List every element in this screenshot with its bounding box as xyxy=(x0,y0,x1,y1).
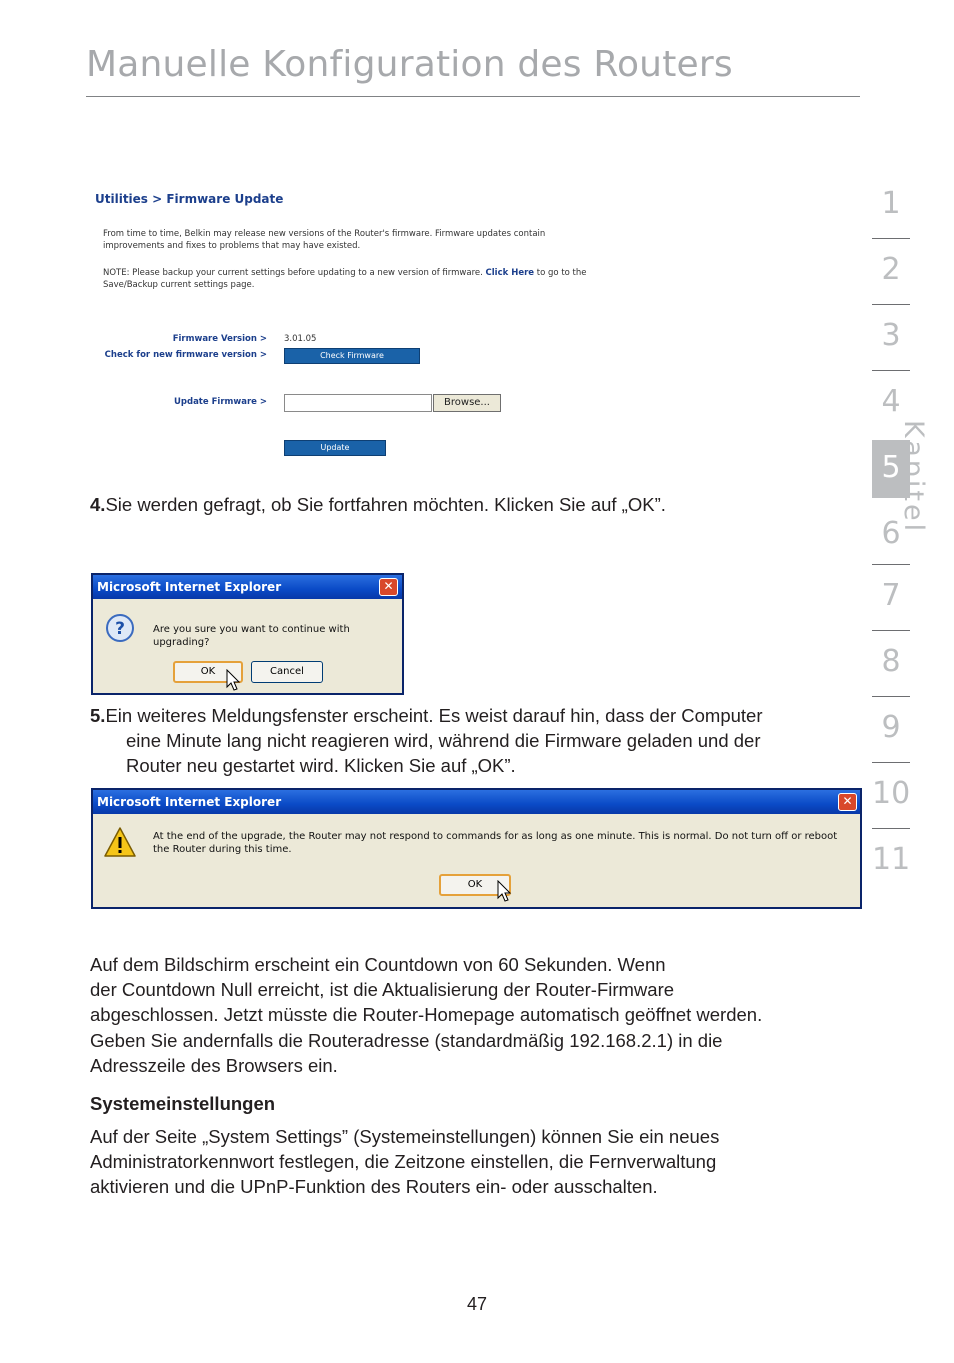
warning-icon xyxy=(103,826,137,858)
chapter-tab-8[interactable]: 8 xyxy=(872,630,910,696)
step-5-number: 5. xyxy=(90,705,106,726)
chapter-tab-7[interactable]: 7 xyxy=(872,564,910,630)
chapter-tab-6[interactable]: 6 xyxy=(881,516,901,551)
mouse-pointer-icon xyxy=(497,880,513,904)
page-number: 47 xyxy=(466,1294,488,1314)
step-4-number: 4. xyxy=(90,494,106,515)
confirm-dialog xyxy=(91,573,404,695)
firmware-note xyxy=(103,267,613,291)
step-5-line-1: Ein weiteres Meldungsfenster erscheint. Es weist darauf hin, dass der Computer xyxy=(105,705,763,726)
browse-button[interactable]: Browse... xyxy=(433,394,501,412)
dialog-message: Are you sure you want to continue with upgrading? xyxy=(153,624,350,648)
close-icon[interactable]: ✕ xyxy=(838,793,857,811)
chapter-label: Kapitel xyxy=(898,420,929,535)
dialog-title: Microsoft Internet Explorer xyxy=(93,575,402,599)
ok-button[interactable]: OK xyxy=(173,661,243,683)
step-4-text: Sie werden gefragt, ob Sie fortfahren möchten. Klicken Sie auf „OK”. xyxy=(105,494,666,515)
update-firmware-label: Update Firmware > xyxy=(174,397,267,407)
step-5-line-3: Router neu gestartet wird. Klicken Sie auf „OK”. xyxy=(126,755,516,776)
dialog-message: At the end of the upgrade, the Router may not respond to commands for as long as one minute. This is normal. Do not turn off or reboot the Router during this time. xyxy=(153,831,838,855)
chapter-tab-1[interactable]: 1 xyxy=(881,186,901,221)
chapter-tab-4[interactable]: 4 xyxy=(872,370,910,436)
warning-dialog xyxy=(91,788,862,909)
step-5-line-2: eine Minute lang nicht reagieren wird, während die Firmware geladen und der xyxy=(126,730,761,751)
check-firmware-label: Check for new firmware version > xyxy=(104,350,267,360)
chapter-tab-3[interactable]: 3 xyxy=(872,304,910,370)
note-text: NOTE: Please backup your current settings before updating to a new version of firmware. xyxy=(103,268,483,278)
click-here-link[interactable]: Click Here xyxy=(485,268,535,278)
firmware-version-value: 3.01.05 xyxy=(284,334,317,344)
paragraph-line: abgeschlossen. Jetzt müsste die Router-Homepage automatisch geöffnet werden. xyxy=(90,1004,763,1026)
ok-button[interactable]: OK xyxy=(439,874,511,896)
chapter-tab-11[interactable]: 11 xyxy=(872,828,910,894)
paragraph-line: aktivieren und die UPnP-Funktion des Routers ein- oder ausschalten. xyxy=(90,1176,658,1198)
chapter-tab-10[interactable]: 10 xyxy=(872,762,910,828)
paragraph-line: Auf der Seite „System Settings” (Systemeinstellungen) können Sie ein neues xyxy=(90,1126,720,1147)
question-icon xyxy=(105,613,137,645)
firmware-intro-text: From time to time, Belkin may release new versions of the Router's firmware. Firmware updates contain improvements and fixes to problems that may have existed. xyxy=(103,229,546,251)
firmware-version-label: Firmware Version > xyxy=(172,334,267,344)
update-button[interactable]: Update xyxy=(284,440,386,456)
chapter-tab-9[interactable]: 9 xyxy=(872,696,910,762)
paragraph-line: Geben Sie andernfalls die Routeradresse (standardmäßig 192.168.2.1) in die xyxy=(90,1029,723,1051)
check-firmware-button[interactable]: Check Firmware xyxy=(284,348,420,364)
step-4 xyxy=(90,492,666,517)
section-heading: Systemeinstellungen xyxy=(90,1093,276,1114)
mouse-pointer-icon xyxy=(226,669,242,693)
firmware-update-screenshot xyxy=(92,186,632,466)
breadcrumb: Utilities > Firmware Update xyxy=(95,192,284,206)
paragraph-line: der Countdown Null erreicht, ist die Aktualisierung der Router-Firmware xyxy=(90,979,675,1001)
cancel-button[interactable]: Cancel xyxy=(251,661,323,683)
countdown-paragraph xyxy=(90,952,860,1078)
svg-text:?: ? xyxy=(115,619,125,639)
title-divider xyxy=(86,96,860,97)
firmware-file-input[interactable] xyxy=(284,394,432,412)
paragraph-line: Administratorkennwort festlegen, die Zeitzone einstellen, die Fernverwaltung xyxy=(90,1151,717,1173)
dialog-title: Microsoft Internet Explorer xyxy=(93,790,860,814)
note-text-end: to go to the Save/Backup current settings page. xyxy=(103,268,587,290)
page-title: Manuelle Konfiguration des Routers xyxy=(86,44,733,85)
chapter-tab-2[interactable]: 2 xyxy=(872,238,910,304)
chapter-tab-5-active[interactable]: 5 xyxy=(872,440,910,498)
system-settings-paragraph xyxy=(90,1124,860,1200)
paragraph-line: Auf dem Bildschirm erscheint ein Countdown von 60 Sekunden. Wenn xyxy=(90,954,666,975)
paragraph-line: Adresszeile des Browsers ein. xyxy=(90,1054,338,1076)
close-icon[interactable]: ✕ xyxy=(379,578,398,596)
step-5 xyxy=(90,703,763,778)
